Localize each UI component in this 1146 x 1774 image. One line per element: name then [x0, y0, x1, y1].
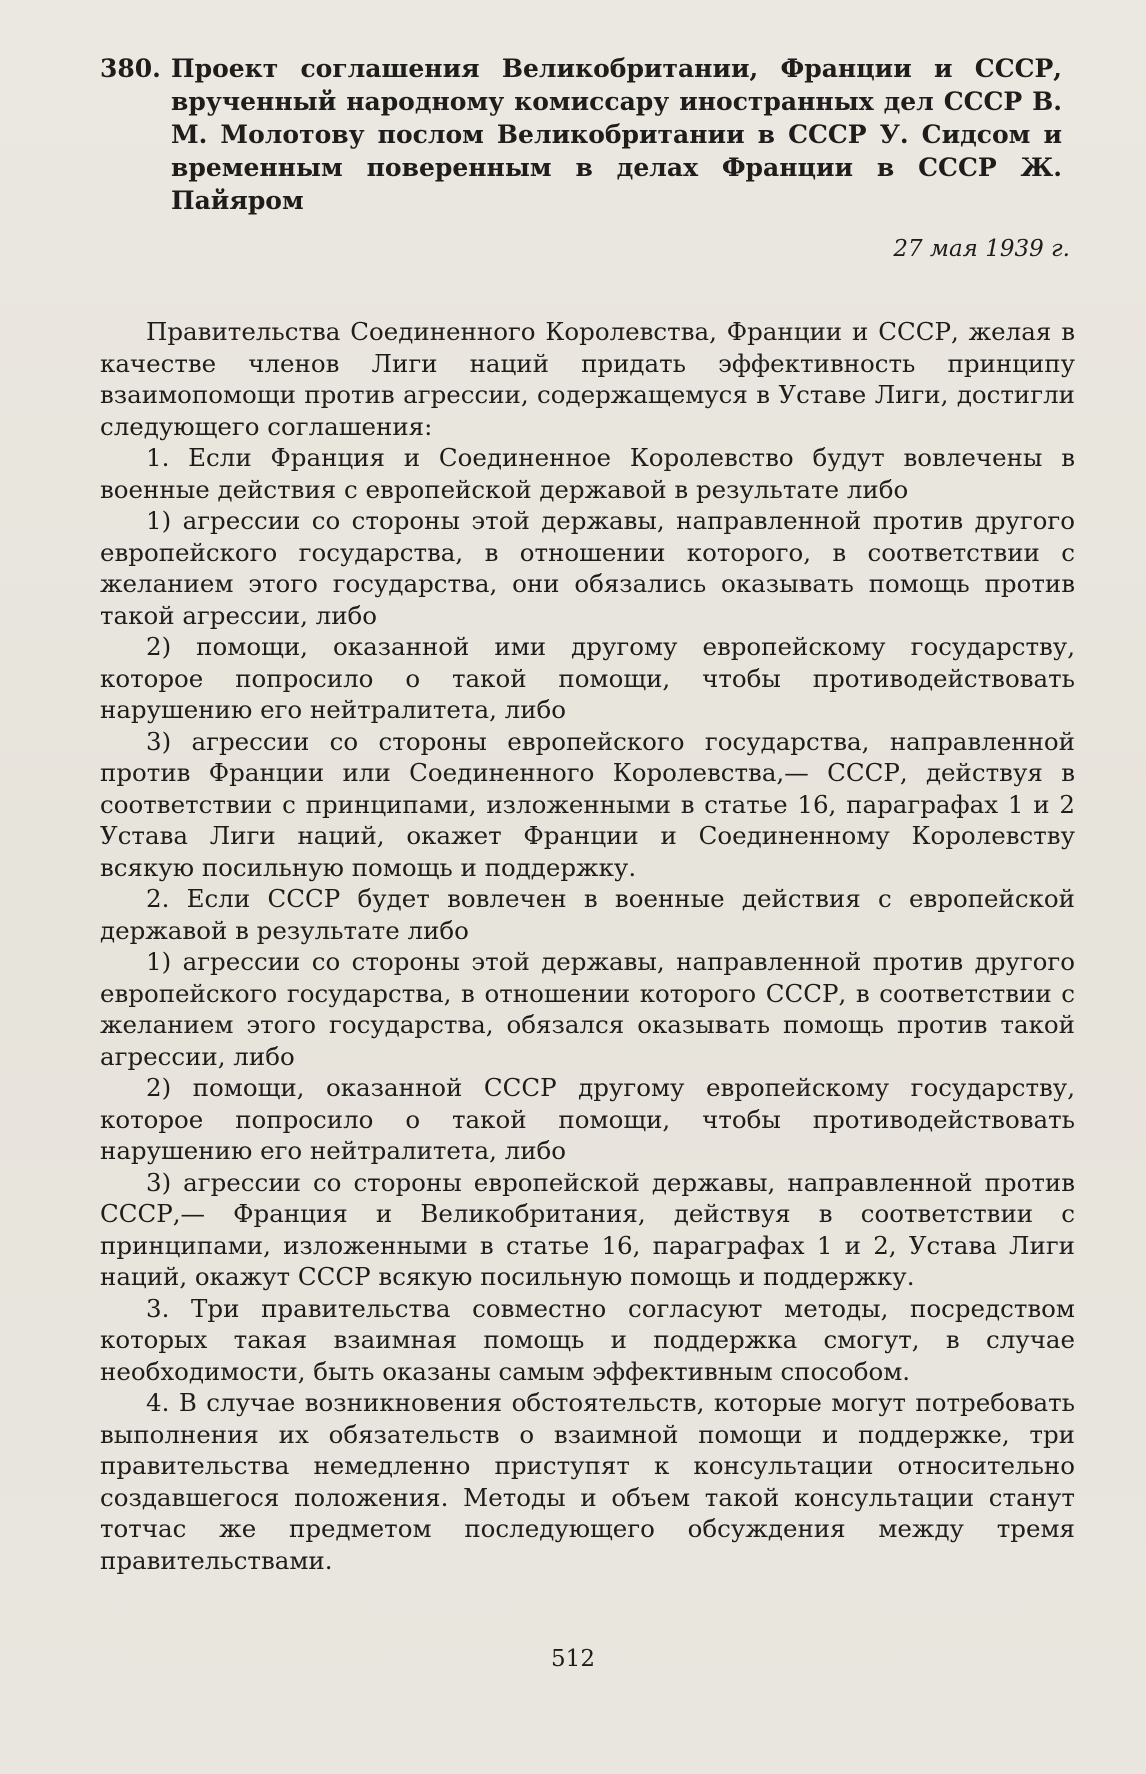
paragraph-article-1-item-3: 3) агрессии со стороны европейского государства, направленной против Франции или Соединенного Королевства,— СССР, действуя в соответствии с принципами, изложенными в статье 16, параграфах 1 и 2 Устава Лиги наций, окажет Франции и Соединенному Королевству всякую посильную помощь и поддержку.	[100, 726, 1075, 882]
paragraph-article-4: 4. В случае возникновения обстоятельств, которые могут потребовать выполнения их обязательств о взаимной помощи и поддержке, три правительства немедленно приступят к консультации относительно создавшегося положения. Методы и объем такой консультации станут тотчас же предметом последующего обсуждения между тремя правительствами.	[100, 1388, 1075, 1575]
paragraph-article-3: 3. Три правительства совместно согласуют методы, посредством которых такая взаимная помощь и поддержка смогут, в случае необходимости, быть оказаны самым эффективным способом.	[100, 1293, 1075, 1386]
document-body	[100, 316, 1075, 1576]
paragraph-article-2-item-2: 2) помощи, оказанной СССР другому европейскому государству, которое попросило о такой помощи, чтобы противодействовать нарушению его нейтралитета, либо	[100, 1073, 1075, 1165]
document-heading	[100, 52, 1062, 217]
paragraph-article-2-item-1: 1) агрессии со стороны этой державы, направленной против другого европейского государства, в отношении которого СССР, в соответствии с желанием этого государства, обязался оказывать помощь против такой агрессии, либо	[100, 947, 1075, 1071]
document-title: Проект соглашения Великобритании, Франции и СССР, врученный народному комиссару иностранных дел СССР В. М. Молотову послом Великобритании в СССР У. Сидсом и временным поверенным в делах Франции в СССР Ж. Пайяром	[171, 54, 1062, 215]
paragraph-preamble: Правительства Соединенного Королевства, Франции и СССР, желая в качестве членов Лиги наций придать эффективность принципу взаимопомощи против агрессии, содержащемуся в Уставе Лиги, достигли следующего соглашения:	[100, 317, 1075, 441]
paragraph-article-1-item-2: 2) помощи, оказанной ими другому европейскому государству, которое попросило о такой помощи, чтобы противодействовать нарушению его нейтралитета, либо	[100, 632, 1075, 724]
paragraph-article-1-item-1: 1) агрессии со стороны этой державы, направленной против другого европейского государства, в отношении которого, в соответствии с желанием этого государства, они обязались оказывать помощь против такой агрессии, либо	[100, 506, 1075, 630]
paragraph-article-1: 1. Если Франция и Соединенное Королевство будут вовлечены в военные действия с европейской державой в результате либо	[100, 443, 1075, 504]
document-date: 27 мая 1939 г.	[893, 236, 1070, 262]
paragraph-article-2: 2. Если СССР будет вовлечен в военные действия с европейской державой в результате либо	[100, 884, 1075, 945]
paragraph-article-2-item-3: 3) агрессии со стороны европейской державы, направленной против СССР,— Франция и Великобритания, действуя в соответствии с принципами, изложенными в статье 16, параграфах 1 и 2, Устава Лиги наций, окажут СССР всякую посильную помощь и поддержку.	[100, 1167, 1075, 1291]
document-number: 380.	[100, 54, 161, 83]
page-number: 512	[551, 1646, 595, 1672]
